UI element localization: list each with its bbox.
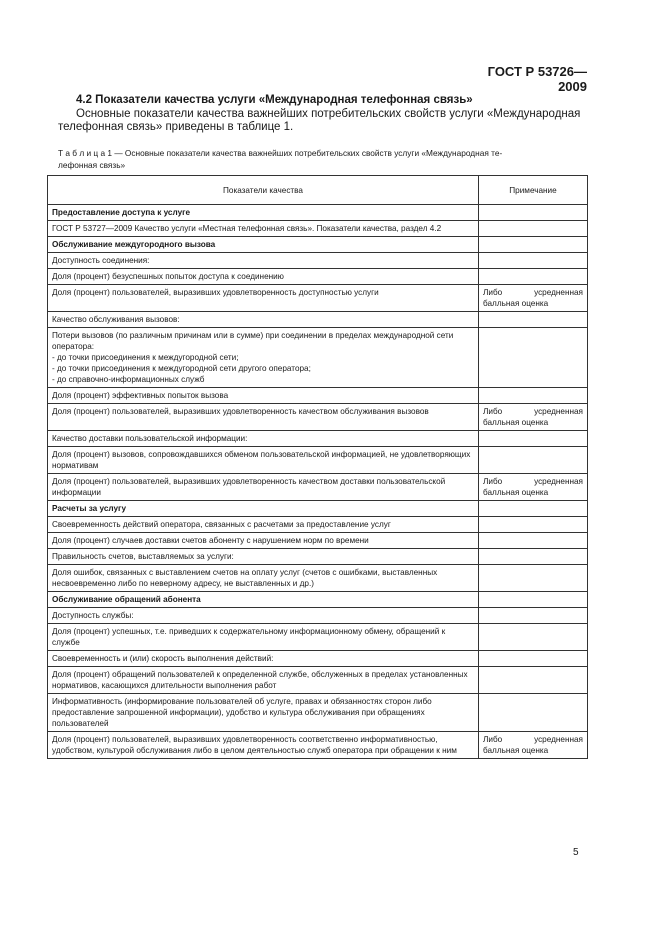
table-body [48, 205, 588, 759]
column-header-indicator: Показатели качества [48, 176, 479, 205]
note-cell [479, 592, 588, 608]
indicator-text: Доля (процент) безуспешных попыток доступа к соединению [52, 272, 284, 281]
table-group-row [48, 592, 588, 608]
table-header-row [48, 176, 588, 205]
table-row [48, 474, 588, 501]
note-cell [479, 533, 588, 549]
table-row [48, 533, 588, 549]
indicator-text: Доступность соединения: [52, 256, 150, 265]
indicator-cell [48, 651, 479, 667]
table-group-row [48, 205, 588, 221]
table-row [48, 549, 588, 565]
indicator-text: Доля (процент) пользователей, выразивших удовлетворенность качеством доставки пользовательской информации [52, 477, 446, 497]
table-row [48, 404, 588, 431]
indicator-cell [48, 533, 479, 549]
note-cell [479, 269, 588, 285]
note-cell [479, 608, 588, 624]
section-title: 4.2 Показатели качества услуги «Международная телефонная связь» [76, 94, 473, 106]
table-caption-line: Т а б л и ц а 1 — Основные показатели качества важнейших потребительских свойств услуги «Международная те- [58, 148, 503, 158]
indicator-text: Расчеты за услугу [52, 504, 127, 513]
table-row [48, 694, 588, 732]
note-cell [479, 667, 588, 694]
note-cell: Либо усредненная балльная оценка [479, 404, 588, 431]
indicator-cell [48, 694, 479, 732]
note-cell [479, 431, 588, 447]
quality-indicators-table [47, 175, 588, 759]
table-row [48, 388, 588, 404]
table-row [48, 608, 588, 624]
note-cell [479, 447, 588, 474]
indicator-text: Доля ошибок, связанных с выставлением счетов на оплату услуг (счетов с ошибками, выставленных несвоевременно либо по неверному адресу, не выставленных и др.) [52, 568, 438, 588]
indicator-text: - до точки присоединения к междугородной сети другого оператора; [52, 364, 311, 373]
indicator-cell [48, 608, 479, 624]
note-cell [479, 253, 588, 269]
table-caption-line: лефонная связь» [58, 160, 126, 170]
indicator-cell [48, 312, 479, 328]
indicator-cell [48, 404, 479, 431]
indicator-text: - до точки присоединения к междугородной сети; [52, 353, 239, 362]
indicator-cell [48, 388, 479, 404]
table-row [48, 565, 588, 592]
indicator-text: Правильность счетов, выставляемых за услуги: [52, 552, 234, 561]
page-number: 5 [573, 847, 579, 858]
indicator-text: Доля (процент) вызовов, сопровождавшихся обменом пользовательской информацией, не удовлетворяющих нормативам [52, 450, 471, 470]
table-row [48, 312, 588, 328]
note-cell: Либо усредненная балльная оценка [479, 732, 588, 759]
group-heading-cell [48, 592, 479, 608]
note-cell [479, 517, 588, 533]
indicator-text: Своевременность и (или) скорость выполнения действий: [52, 654, 274, 663]
indicator-text: Доля (процент) пользователей, выразивших удовлетворенность качеством обслуживания вызовов [52, 407, 429, 416]
indicator-cell [48, 221, 479, 237]
indicator-cell [48, 474, 479, 501]
indicator-text: Доля (процент) успешных, т.е. приведших к содержательному информационному обмену, обращений к службе [52, 627, 446, 647]
indicator-text: Своевременность действий оператора, связанных с расчетами за предоставление услуг [52, 520, 391, 529]
note-cell [479, 565, 588, 592]
note-cell: Либо усредненная балльная оценка [479, 474, 588, 501]
table-row [48, 651, 588, 667]
table-row [48, 431, 588, 447]
indicator-cell [48, 732, 479, 759]
indicator-text: Качество доставки пользовательской информации: [52, 434, 248, 443]
indicator-cell [48, 269, 479, 285]
table-row [48, 328, 588, 388]
indicator-cell [48, 447, 479, 474]
note-cell [479, 501, 588, 517]
table-row [48, 667, 588, 694]
table-row [48, 269, 588, 285]
indicator-text: Доля (процент) обращений пользователей к определенной службе, обслуженных в пределах установленных нормативов, касающихся длительности выполнения работ [52, 670, 468, 690]
column-header-note: Примечание [479, 176, 588, 205]
indicator-text: Качество обслуживания вызовов: [52, 315, 180, 324]
indicator-text: Доля (процент) пользователей, выразивших удовлетворенность доступностью услуги [52, 288, 379, 297]
table-group-row [48, 501, 588, 517]
indicator-text: Информативность (информирование пользователей об услуге, правах и обязанностях сторон либо предоставление запрошенной информации), удобство и культура обслуживания при обращениях пользователей [52, 697, 432, 728]
indicator-cell [48, 667, 479, 694]
note-cell [479, 221, 588, 237]
table-row [48, 253, 588, 269]
indicator-text: Обслуживание обращений абонента [52, 595, 201, 604]
indicator-text: ГОСТ Р 53727—2009 Качество услуги «Местная телефонная связь». Показатели качества, раздел 4.2 [52, 224, 442, 233]
note-cell [479, 694, 588, 732]
document-code: ГОСТ Р 53726—2009 [487, 64, 587, 94]
indicator-cell [48, 565, 479, 592]
table-row [48, 221, 588, 237]
note-cell [479, 549, 588, 565]
indicator-cell [48, 549, 479, 565]
table-row [48, 447, 588, 474]
table-row [48, 517, 588, 533]
table-row [48, 732, 588, 759]
note-cell [479, 328, 588, 388]
group-heading-cell [48, 237, 479, 253]
table-group-row [48, 237, 588, 253]
indicator-text: Доля (процент) эффективных попыток вызова [52, 391, 229, 400]
note-cell: Либо усредненная балльная оценка [479, 285, 588, 312]
intro-paragraph-continuation: телефонная связь» приведены в таблице 1. [58, 121, 294, 133]
indicator-text: Предоставление доступа к услуге [52, 208, 191, 217]
indicator-cell [48, 328, 479, 388]
indicator-text: Обслуживание междугородного вызова [52, 240, 216, 249]
note-cell [479, 312, 588, 328]
indicator-text: Доля (процент) пользователей, выразивших удовлетворенность соответственно информативностью, удобством, культурой обслуживания либо в целом деятельностью служб оператора при обращении к ним [52, 735, 457, 755]
indicator-cell [48, 517, 479, 533]
indicator-cell [48, 253, 479, 269]
table-row [48, 624, 588, 651]
indicator-text: Потери вызовов (по различным причинам или в сумме) при соединении в пределах международной сети оператора: [52, 331, 454, 351]
indicator-text: Доступность службы: [52, 611, 134, 620]
table-row [48, 285, 588, 312]
note-cell [479, 388, 588, 404]
indicator-text: - до справочно-информационных служб [52, 375, 205, 384]
group-heading-cell [48, 205, 479, 221]
intro-paragraph: Основные показатели качества важнейших потребительских свойств услуги «Международная [76, 108, 581, 120]
indicator-text: Доля (процент) случаев доставки счетов абоненту с нарушением норм по времени [52, 536, 369, 545]
group-heading-cell [48, 501, 479, 517]
note-cell [479, 205, 588, 221]
table-caption [58, 147, 588, 171]
indicator-cell [48, 285, 479, 312]
indicator-cell [48, 431, 479, 447]
note-cell [479, 624, 588, 651]
indicator-cell [48, 624, 479, 651]
note-cell [479, 651, 588, 667]
note-cell [479, 237, 588, 253]
